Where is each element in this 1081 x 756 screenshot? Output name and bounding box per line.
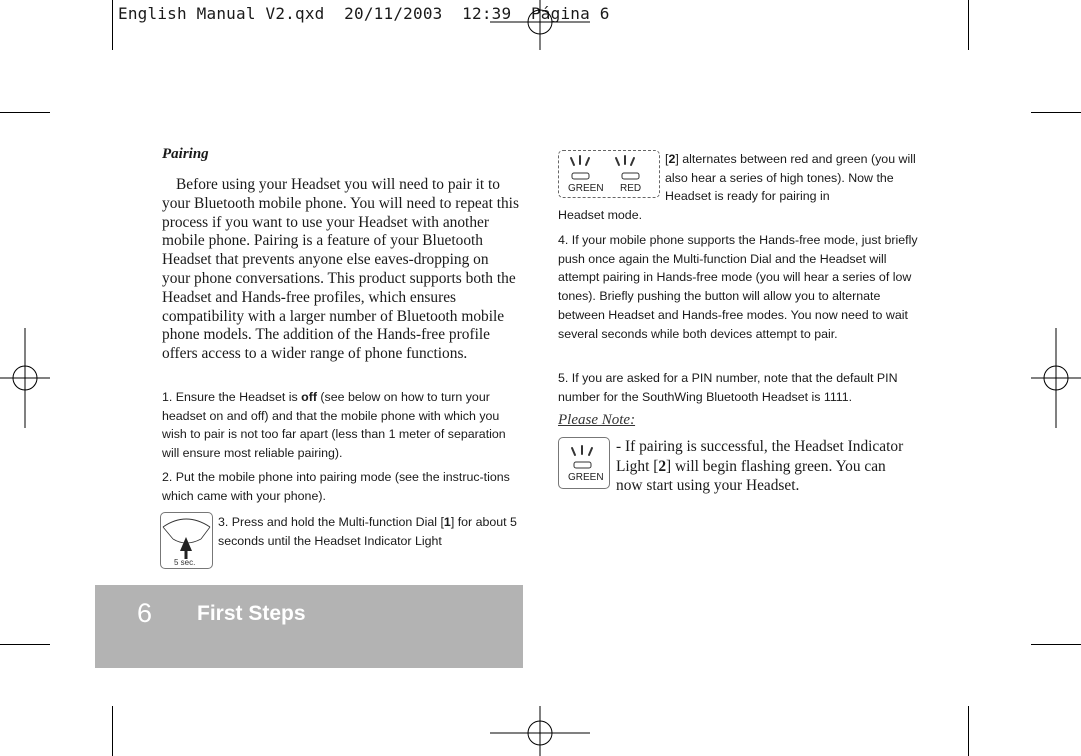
- step-2: 2. Put the mobile phone into pairing mode (see the instruc-tions which came with your phone).: [162, 470, 510, 503]
- note-led-green-label: GREEN: [568, 472, 604, 483]
- crop-mark-top-left-v: [112, 0, 113, 50]
- step-3-continued-tail: Headset mode.: [558, 208, 643, 222]
- crop-mark-left-top-h: [0, 112, 50, 113]
- section-title: First Steps: [197, 602, 306, 625]
- crop-mark-bottom-right-v: [968, 706, 969, 756]
- registration-mark-left: [0, 328, 50, 428]
- crop-mark-left-bottom-h: [0, 644, 50, 645]
- led-green-illustration: [558, 437, 610, 489]
- intro-paragraph: Before using your Headset you will need to pair it to your Bluetooth mobile phone. You will need to repeat this process if you want to use your Headset with another mobile phone. Pairing is a feature of your Bluetooth Headset that prevents anyone else eaves-dropping on your phone conversations. This product supports both the Headset and Hands-free profiles, which ensures compatibility with a larger number of Bluetooth mobile phone models. The addition of the Hands-free profile offers access to a wider range of phone functions.: [162, 176, 519, 363]
- crop-mark-top-right-v: [968, 0, 969, 50]
- led-red-label: RED: [620, 183, 642, 194]
- crop-mark-right-bottom-h: [1031, 644, 1081, 645]
- led-alternating-illustration: [558, 150, 660, 198]
- dial-duration-label: 5 sec.: [174, 558, 196, 567]
- step-3-continued: [2] alternates between red and green (you will also hear a series of high tones). Now the Headset is ready for pairing in: [665, 152, 916, 204]
- section-heading: Pairing: [162, 146, 209, 162]
- registration-mark-bottom: [490, 706, 590, 756]
- page-number: 6: [137, 598, 153, 628]
- led-green-label: GREEN: [568, 183, 604, 194]
- file-slug: English Manual V2.qxd 20/11/2003 12:39 Página 6: [118, 4, 610, 23]
- crop-mark-bottom-left-v: [112, 706, 113, 756]
- crop-mark-right-top-h: [1031, 112, 1081, 113]
- step-5: 5. If you are asked for a PIN number, note that the default PIN number for the SouthWing Bluetooth Headset is 1111.: [558, 371, 898, 404]
- registration-mark-top: [490, 0, 590, 50]
- registration-mark-right: [1031, 328, 1081, 428]
- note-text: - If pairing is successful, the Headset Indicator Light [2] will begin flashing green. You can now start using your Headset.: [616, 438, 904, 494]
- step-4: 4. If your mobile phone supports the Hands-free mode, just briefly push once again the Multi-function Dial and the Headset will attempt pairing in Hands-free mode (you will hear a series of low tones). Briefly pushing the button will allow you to alternate between Headset and Hands-free modes. You now need to wait several seconds while both devices attempt to pair.: [558, 233, 918, 341]
- please-note-heading: Please Note:: [558, 412, 636, 428]
- footer-bar: [95, 585, 523, 668]
- step-1: 1. Ensure the Headset is off (see below on how to turn your headset on and off) and that the mobile phone with which you wish to pair is not too far apart (less than 1 meter of separation will ensure most reliable pairing).: [162, 390, 506, 461]
- dial-press-illustration: [160, 512, 213, 569]
- step-3: 3. Press and hold the Multi-function Dial [1] for about 5 seconds until the Headset Indicator Light: [218, 515, 517, 548]
